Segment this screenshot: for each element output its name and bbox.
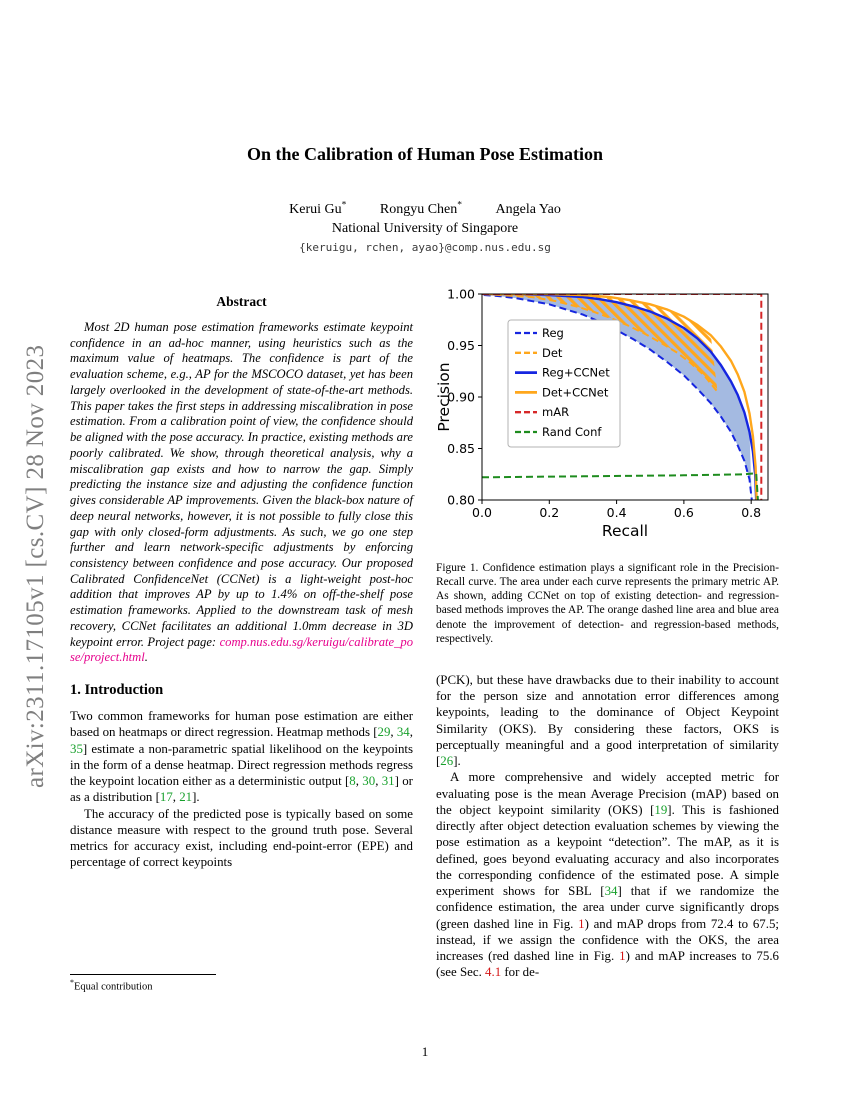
abstract-text (70, 320, 413, 666)
page-number: 1 (421, 1044, 429, 1059)
abstract-heading: Abstract (216, 294, 267, 309)
citation-link[interactable]: 26 (440, 754, 454, 769)
text-run: ]. This is fashioned directly after object detection evaluation schemes by viewing the pose estimation as a keypoint “detection”. The mAP, as it is defined, goes beyond evaluating accuracy and also incorporates the corresponding confidence of the estimated pose. A simple experiment shows for SBL [ (436, 802, 779, 899)
footnote-label: Equal contribution (74, 981, 153, 993)
body-paragraph-pck (436, 672, 779, 770)
svg-text:Reg: Reg (542, 326, 564, 340)
svg-text:Det: Det (542, 345, 563, 360)
author-1-mark: * (341, 200, 347, 210)
svg-text:0.8: 0.8 (741, 505, 762, 520)
author-2-mark: * (457, 200, 463, 210)
text-run: , (355, 774, 363, 789)
footnote-text (70, 978, 413, 993)
svg-text:Recall: Recall (601, 522, 649, 540)
author-2 (380, 202, 462, 217)
email-line: {keruigu, rchen, ayao}@comp.nus.edu.sg (299, 241, 551, 254)
paper-title: On the Calibration of Human Pose Estimation (246, 144, 604, 164)
text-run: for de- (501, 965, 540, 980)
footnote-mark: * (70, 978, 74, 987)
citation-link[interactable]: 21 (179, 790, 193, 805)
text-run: ) and mAP increases to 75.6 (see Sec. (436, 949, 779, 980)
affiliation: National University of Singapore (331, 221, 519, 236)
svg-text:0.4: 0.4 (606, 505, 627, 520)
text-run: ]. (453, 754, 461, 769)
citation-link[interactable]: 17 (159, 790, 173, 805)
author-list (0, 200, 850, 218)
text-run: , (375, 774, 382, 789)
svg-text:0.90: 0.90 (447, 389, 475, 405)
svg-text:0.85: 0.85 (447, 441, 475, 456)
author-1 (289, 202, 346, 217)
footnote-rule (70, 974, 216, 975)
text-run: ] estimate a non-parametric spatial likelihood on the keypoints in the form of a dense heatmap. Direct regression methods regress the keypoint location either as a deterministic output [ (70, 741, 413, 789)
svg-text:0.6: 0.6 (673, 505, 694, 520)
section-heading-introduction: 1. Introduction (70, 682, 164, 699)
cross-ref-link[interactable]: 1 (578, 916, 585, 931)
precision-recall-chart (436, 286, 776, 548)
intro-paragraph-1 (70, 708, 413, 806)
text-run: , (409, 725, 413, 740)
text-run: . (144, 650, 148, 665)
citation-link[interactable]: 19 (654, 802, 668, 817)
svg-text:Precision: Precision (436, 362, 453, 432)
svg-text:Rand Conf: Rand Conf (542, 425, 602, 439)
text-run: Two common frameworks for human pose estimation are either based on heatmaps or direct regression. Heatmap methods [ (70, 709, 413, 740)
intro-paragraph-2 (70, 806, 413, 871)
footnote (70, 974, 413, 993)
citation-link[interactable]: 35 (70, 741, 83, 756)
cross-ref-link[interactable]: 4.1 (485, 965, 502, 980)
citation-link[interactable]: 34 (396, 725, 410, 740)
svg-text:1.00: 1.00 (447, 286, 475, 302)
right-column (436, 286, 779, 981)
author-3 (496, 202, 561, 217)
citation-link[interactable]: 29 (377, 725, 391, 740)
text-run: ]. (192, 790, 200, 805)
svg-text:0.80: 0.80 (447, 492, 475, 508)
project-page-link[interactable]: comp.nus.edu.sg/keruigu/calibrate_pose/project.html (70, 634, 413, 665)
text-run: ) and mAP drops from 72.4 to 67.5; instead, if we assign the confidence with the OKS, the area increases (red dashed line in Fig. (436, 916, 779, 964)
citation-link[interactable]: 8 (349, 774, 356, 789)
citation-link[interactable]: 30 (362, 774, 376, 789)
text-run: ] that if we randomize the confidence estimation, the area under curve significantly drops (green dashed line in Fig. (436, 884, 779, 931)
text-run: , (390, 725, 397, 740)
author-3-name: Angela Yao (495, 201, 561, 217)
text-run: The accuracy of the predicted pose is typically based on some distance measure with respect to the ground truth pose. Several metrics for accuracy exist, including end-point-error (EPE) and percentage of correct keypoints (70, 806, 413, 870)
citation-link[interactable]: 34 (604, 884, 618, 899)
svg-text:Reg+CCNet: Reg+CCNet (542, 365, 610, 380)
arxiv-watermark: arXiv:2311.17105v1 [cs.CV] 28 Nov 2023 (22, 344, 49, 788)
author-1-name: Kerui Gu (289, 201, 342, 217)
text-run: ] or as a distribution [ (70, 774, 413, 805)
text-run: (PCK), but these have drawbacks due to their inability to account for the person size and annotation error differences among keypoints, leading to the dominance of Object Keypoint Similarity (OKS). By considering these factors, OKS is perceptually meaningful and a good interpretation of similarity [ (436, 672, 779, 769)
text-run: , (172, 790, 180, 805)
citation-link[interactable]: 31 (381, 774, 395, 789)
svg-text:mAR: mAR (542, 405, 570, 420)
svg-text:0.2: 0.2 (539, 505, 560, 520)
svg-text:Det+CCNet: Det+CCNet (542, 385, 609, 400)
cross-ref-link[interactable]: 1 (619, 949, 626, 964)
svg-text:0.0: 0.0 (472, 505, 492, 520)
body-paragraph-map (436, 769, 779, 980)
left-column (70, 294, 413, 871)
text-run: A more comprehensive and widely accepted metric for evaluating pose is the mean Average Precision (mAP) based on the object keypoint similarity (OKS) [ (436, 770, 779, 817)
figure-1 (436, 286, 779, 646)
author-2-name: Rongyu Chen (379, 201, 458, 217)
svg-text:0.95: 0.95 (447, 338, 475, 353)
figure-1-caption: Figure 1. Confidence estimation plays a significant role in the Precision-Recall curve. The area under each curve represents the primary metric AP. As shown, adding CCNet on top of existing detection- and regression-based methods improves the AP. The orange dashed line area and blue area denote the improvement of detection- and regression-based methods, respectively. (436, 562, 779, 645)
text-run: Most 2D human pose estimation frameworks estimate keypoint confidence in an ad-hoc manner, using heuristics such as the maximum value of heatmaps. The confidence is part of the evaluation scheme, e.g., AP for the MSCOCO dataset, yet has been largely overlooked in the development of state-of-the-art methods. This paper takes the first steps in addressing miscalibration in pose estimation. From a calibration point of view, the confidence should be aligned with the pose accuracy. In practice, existing methods are poorly calibrated. We show, through theoretical analysis, why a miscalibration gap exists and how to narrow the gap. Simply predicting the instance size and adjusting the confidence function gives considerable AP improvements. Given the black-box nature of deep neural networks, however, it is not possible to fully close this gap with only closed-form adjustments. As such, we go one step further and learn network-specific adjustments by enforcing consistency between confidence and pose accuracy. Our proposed Calibrated ConfidenceNet (CCNet) is a light-weight post-hoc addition that improves AP by up to 1.4% on off-the-shelf pose estimation frameworks. Applied to the downstream task of mesh recovery, CCNet facilitates an additional 1.0mm decrease in 3D keypoint error. Project page: (70, 320, 413, 649)
